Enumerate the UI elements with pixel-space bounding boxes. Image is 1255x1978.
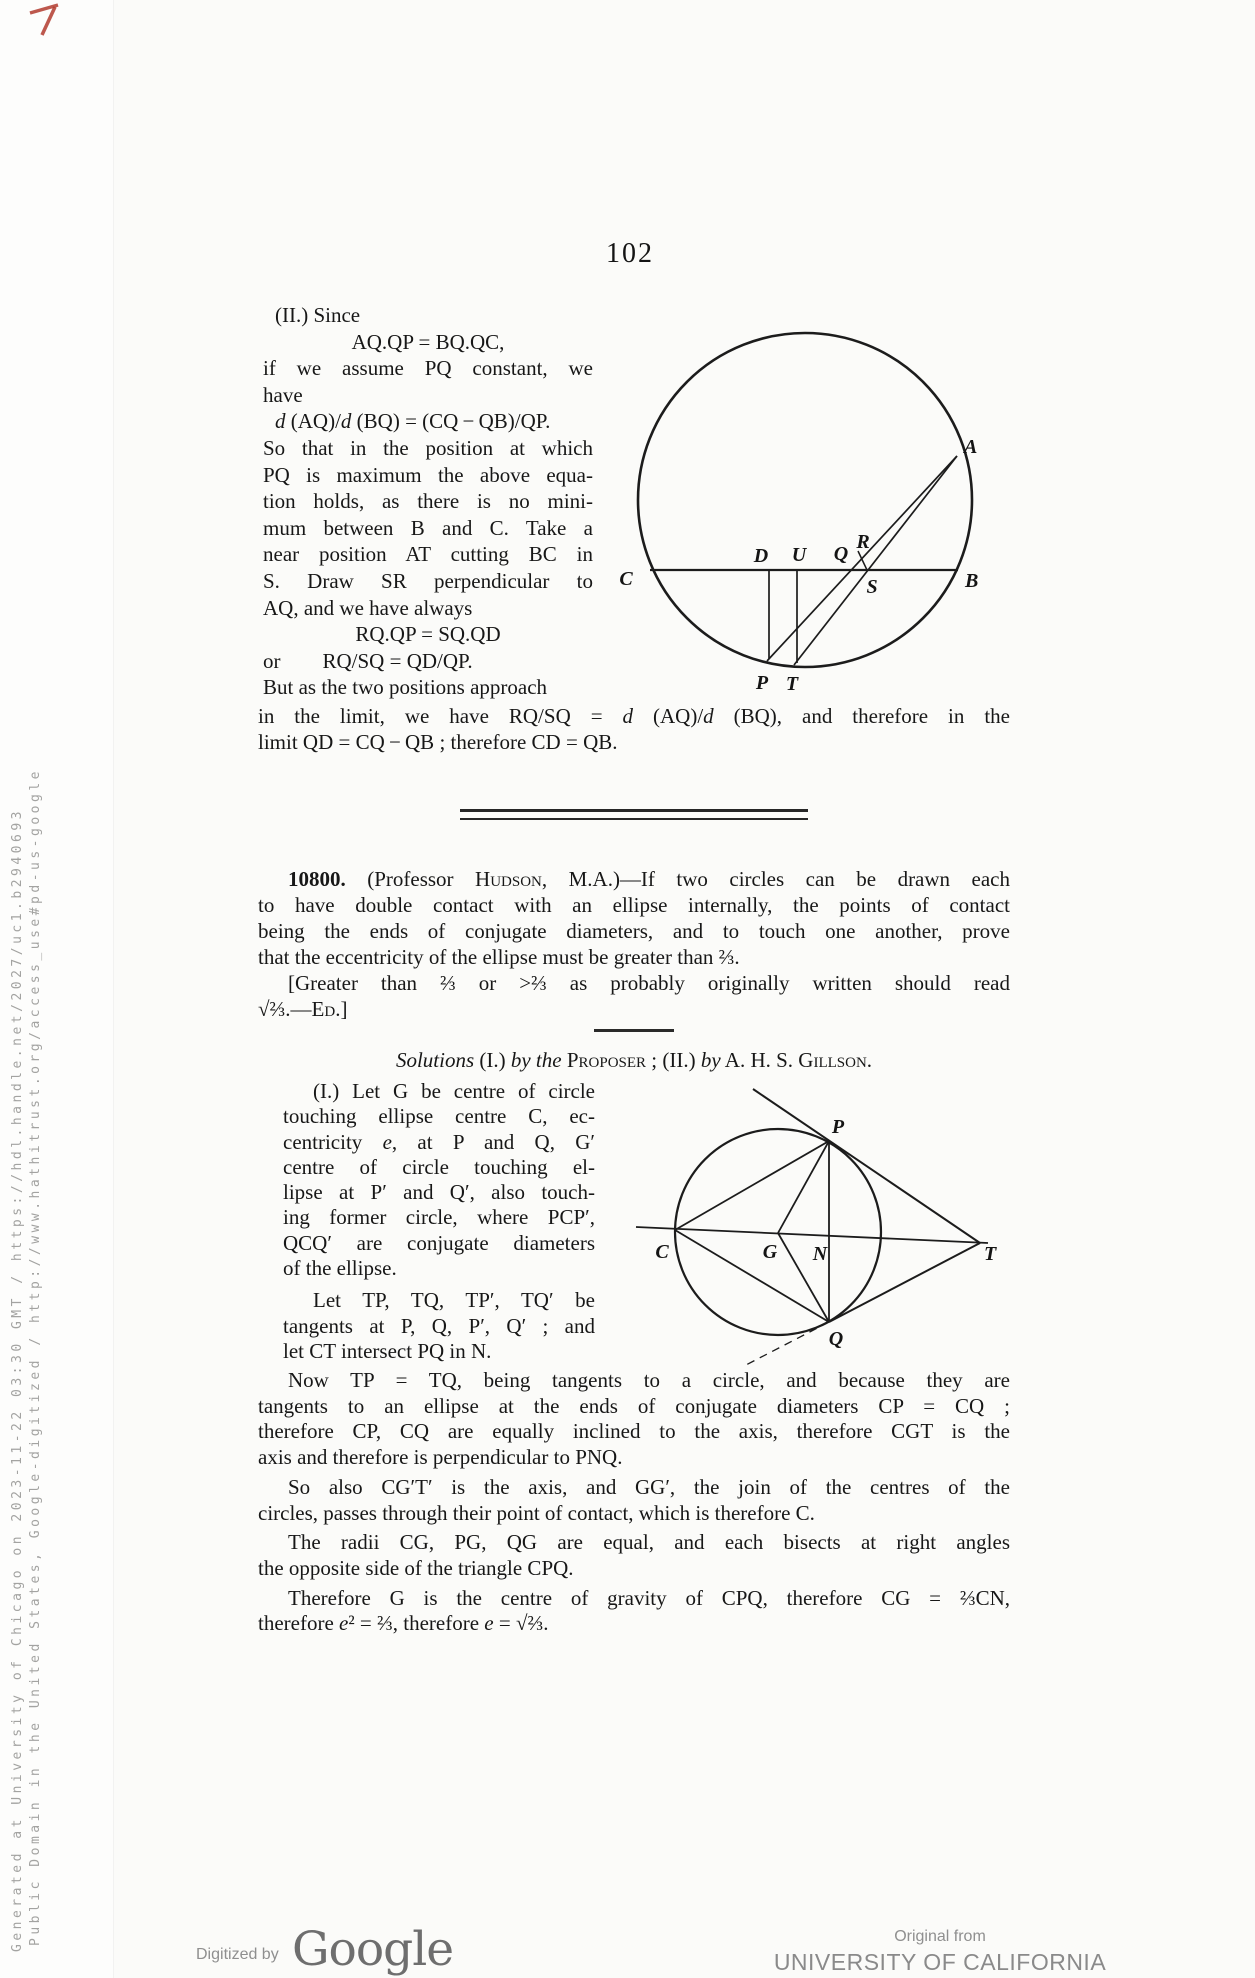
figure-point-label: Q	[833, 543, 849, 565]
text-line: So also CG′T′ is the axis, and GG′, the join of the centres of the	[288, 1474, 1010, 1499]
text-line: tangents at P, Q, P′, Q′ ; and	[283, 1313, 595, 1338]
text-line: So that in the position at which	[263, 435, 593, 460]
text-line: let CT intersect PQ in N.	[283, 1338, 492, 1363]
text-line: But as the two positions approach	[263, 675, 548, 700]
text-line: being the ends of conjugate diameters, and to touch one another, prove	[258, 919, 1010, 943]
figure-point-label: G	[762, 1241, 778, 1263]
text-line: tion holds, as there is no mini-	[263, 489, 593, 514]
figure-point-label: B	[965, 570, 979, 592]
footer-digitized-by: Digitized by	[196, 1946, 279, 1963]
text-line: RQ.QP = SQ.QD	[355, 622, 501, 647]
figure-point-label: U	[791, 544, 807, 566]
figure-point-label: D	[753, 545, 769, 567]
page-number: 102	[606, 238, 654, 269]
divider-short-rule	[594, 1029, 674, 1032]
figure-point-label: C	[619, 568, 633, 590]
text-line: axis and therefore is perpendicular to PNQ.	[258, 1445, 623, 1470]
figure-point-label: Q	[828, 1328, 844, 1350]
text-line: QCQ′ are conjugate diameters	[283, 1230, 595, 1255]
divider-double-rule	[460, 809, 808, 820]
figure-point-label: T	[984, 1243, 997, 1265]
text-line: the opposite side of the triangle CPQ.	[258, 1555, 574, 1580]
figure-point-label: P	[755, 672, 769, 694]
text-line: in the limit, we have RQ/SQ = d (AQ)/d (BQ), and therefore in the	[258, 704, 1010, 728]
solution-i-paragraph	[283, 1079, 595, 1364]
text-line: √⅔.—Ed.]	[258, 997, 348, 1021]
figure-point-label: A	[964, 436, 978, 458]
figure-point-label: N	[812, 1243, 828, 1265]
text-line: PQ is maximum the above equa-	[263, 462, 593, 487]
line-A-S-T	[791, 456, 957, 665]
text-line: centricity e, at P and Q, G′	[283, 1129, 595, 1154]
footer-institution: UNIVERSITY OF CALIFORNIA	[773, 1949, 1107, 1975]
line-C-P	[675, 1141, 829, 1230]
text-line: mum between B and C. Take a	[263, 515, 593, 540]
section-ii-continued	[258, 703, 1010, 756]
tangent-at-Q-dashed	[744, 1322, 829, 1366]
footer-provenance	[758, 1928, 1122, 1976]
text-line: or RQ/SQ = QD/QP.	[263, 648, 473, 673]
figure-ellipse-diagram	[628, 1082, 1013, 1374]
text-line: near position AT cutting BC in	[263, 542, 593, 567]
text-line: (II.) Since	[275, 303, 361, 327]
figure-point-label: T	[785, 673, 799, 695]
figure-point-label: S	[866, 576, 878, 598]
text-line: Let TP, TQ, TP′, TQ′ be	[313, 1288, 595, 1313]
figure-point-label: P	[831, 1116, 845, 1138]
figure-point-label: R	[856, 531, 870, 553]
text-line: Now TP = TQ, being tangents to a circle, and because they are	[288, 1368, 1010, 1392]
text-line: circles, passes through their point of contact, which is therefore C.	[258, 1500, 815, 1525]
line-C-Q	[675, 1230, 829, 1322]
text-line: d (AQ)/d (BQ) = (CQ − QB)/QP.	[275, 409, 551, 434]
text-line: S. Draw SR perpendicular to	[263, 568, 593, 593]
text-line: therefore e² = ⅔, therefore e = √⅔.	[258, 1611, 549, 1636]
footer-original-from: Original from	[894, 1928, 986, 1945]
text-line: Therefore G is the centre of gravity of CPQ, therefore CG = ⅔CN,	[288, 1585, 1010, 1610]
text-line: Solutions (I.) by the Proposer ; (II.) by A. H. S. Gillson.	[395, 1048, 873, 1072]
text-line: lipse at P′ and Q′, also touch-	[283, 1180, 595, 1205]
text-line: AQ.QP = BQ.QC,	[351, 329, 505, 354]
problem-10800-paragraph	[258, 866, 1010, 1022]
text-line: that the eccentricity of the ellipse must be greater than ⅔.	[258, 945, 740, 969]
text-line: (I.) Let G be centre of circle	[313, 1079, 595, 1103]
section-ii-paragraph	[263, 302, 593, 701]
text-line: have	[263, 382, 303, 407]
text-line: touching ellipse centre C, ec-	[283, 1104, 595, 1129]
text-line: The radii CG, PG, QG are equal, and each bisects at right angles	[288, 1530, 1010, 1555]
text-line: to have double contact with an ellipse internally, the points of contact	[258, 893, 1010, 917]
text-line: therefore CP, CQ are equally inclined to the axis, therefore CGT is the	[258, 1419, 1010, 1444]
sidebar-generated-text: Generated at University of Chicago on 2023-11-22 03:30 GMT / https://hdl.handle.net/2027/uc1.b2940693	[10, 808, 25, 1952]
axis-C-G-N-T	[636, 1227, 988, 1243]
solutions-heading	[258, 1048, 1010, 1073]
tangent-at-Q	[829, 1243, 980, 1322]
text-line: [Greater than ⅔ or >⅔ as probably originally written should read	[288, 971, 1010, 995]
text-line: ing former circle, where PCP′,	[283, 1205, 595, 1230]
text-line: if we assume PQ constant, we	[263, 356, 593, 381]
text-line: tangents to an ellipse at the ends of conjugate diameters CP = CQ ;	[258, 1393, 1010, 1418]
text-line: AQ, and we have always	[263, 595, 473, 620]
text-line: centre of circle touching el-	[283, 1154, 595, 1179]
text-line: limit QD = CQ − QB ; therefore CD = QB.	[258, 730, 618, 755]
figure-circle-diagram	[598, 320, 1013, 710]
figure-point-label: C	[655, 1241, 669, 1263]
text-line: of the ellipse.	[283, 1256, 397, 1281]
solution-i-continued	[258, 1368, 1010, 1637]
sidebar-publicdomain-text: Public Domain in the United States, Google-digitized / http://www.hathitrust.org/access_use#pd-us-google	[28, 768, 43, 1946]
text-line: 10800. (Professor Hudson, M.A.)—If two circles can be drawn each	[288, 867, 1010, 891]
red-pen-mark	[20, 0, 70, 42]
google-logo: Google	[292, 1922, 454, 1977]
